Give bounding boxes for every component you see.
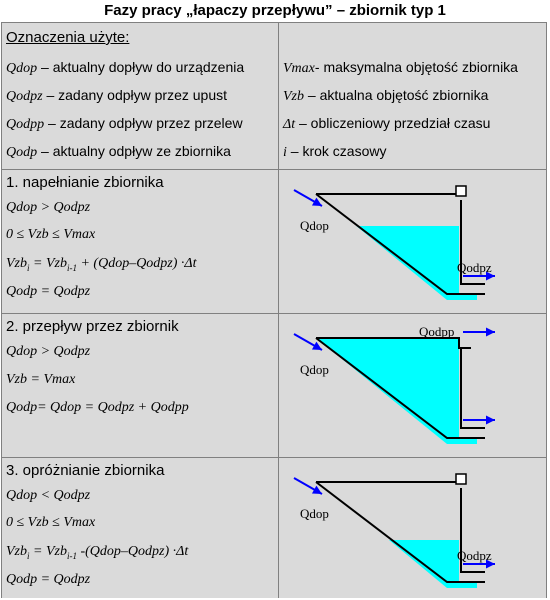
legend-text: – aktualny odpływ ze zbiornika <box>41 143 231 159</box>
phases-table <box>1 22 547 598</box>
phase-emptying <box>2 458 546 598</box>
legend-symbol: Qodpz <box>6 89 43 104</box>
formula: 0 ≤ Vzb ≤ Vmax <box>6 515 96 530</box>
phase-title: 1. napełnianie zbiornika <box>6 174 164 191</box>
formula: Qodp = Qodpz <box>6 284 91 299</box>
inflow-label: Qdop <box>300 218 329 233</box>
legend-text: – aktualny dopływ do urządzenia <box>41 59 245 75</box>
tank-diagram-filling <box>280 170 546 313</box>
legend-text: – krok czasowy <box>290 143 387 159</box>
legend-text: – zadany odpływ przez upust <box>46 87 228 103</box>
legend-right-column <box>279 23 546 169</box>
formula-volume <box>6 544 188 561</box>
legend-symbol: Qodpp <box>6 117 45 132</box>
formula-index: i <box>27 262 30 273</box>
legend-symbol: Δt <box>283 117 296 132</box>
phase-text <box>2 170 279 313</box>
legend-item <box>283 87 488 105</box>
legend-item <box>283 115 490 133</box>
tank-slope-wall <box>316 482 485 582</box>
formula-index: i <box>27 550 30 561</box>
overflow-box <box>456 474 466 484</box>
formula: 0 ≤ Vzb ≤ Vmax <box>6 227 96 242</box>
formula: Qdop > Qodpz <box>6 344 91 359</box>
formula: Qdop < Qodpz <box>6 488 91 503</box>
page-title: Fazy pracy „łapaczy przepływu” – zbiornik typ 1 <box>104 2 446 19</box>
formula-part: Vzb <box>6 256 27 271</box>
formula-index: i-1 <box>66 550 77 561</box>
outflow-label: Qodpz <box>457 548 492 563</box>
legend-row <box>2 23 546 170</box>
formula-part: Vzb <box>6 544 27 559</box>
outflow-arrow-head <box>486 416 495 425</box>
formula-part: -(Qdop–Qodpz) ·Δt <box>76 544 189 559</box>
formula-index: i-1 <box>66 262 77 273</box>
outflow-label: Qodpz <box>457 260 492 275</box>
formula: Qodp= Qdop = Qodpz + Qodpp <box>6 400 189 415</box>
legend-text: – aktualna objętość zbiornika <box>307 87 489 103</box>
formula-part: = Vzb <box>29 544 67 559</box>
phase-flow-through <box>2 314 546 458</box>
legend-symbol: i <box>283 145 287 160</box>
phase-text <box>2 458 279 598</box>
legend-item <box>283 143 386 161</box>
formula: Qdop > Qodpz <box>6 200 91 215</box>
tank-diagram-emptying <box>280 458 546 598</box>
legend-text: – obliczeniowy przedział czasu <box>299 115 491 131</box>
legend-item <box>6 115 243 133</box>
formula: Vzb = Vmax <box>6 372 76 387</box>
legend-item <box>6 143 231 161</box>
overflow-box <box>456 186 466 196</box>
formula-part: + (Qdop–Qodpz) ·Δt <box>76 256 197 271</box>
formula: Qodp = Qodpz <box>6 572 91 587</box>
phase-title: 2. przepływ przez zbiornik <box>6 318 179 335</box>
legend-symbol: Qdop <box>6 61 38 76</box>
phase-text <box>2 314 279 457</box>
phase-title: 3. opróżnianie zbiornika <box>6 462 165 479</box>
legend-item <box>6 87 227 105</box>
legend-heading: Oznaczenia użyte: <box>6 29 130 46</box>
legend-item <box>283 59 518 77</box>
legend-text: – zadany odpływ przez przelew <box>48 115 243 131</box>
legend-text: - maksymalna objętość zbiornika <box>314 59 518 75</box>
tank-diagram-flow-through <box>280 314 546 457</box>
legend-symbol: Vmax <box>283 61 315 76</box>
inflow-label: Qdop <box>300 362 329 377</box>
formula-part: = Vzb <box>29 256 67 271</box>
inflow-label: Qdop <box>300 506 329 521</box>
legend-symbol: Qodp <box>6 145 38 160</box>
legend-item <box>6 59 244 77</box>
phase-filling <box>2 170 546 314</box>
formula-volume <box>6 256 197 273</box>
overflow-label: Qodpp <box>419 324 455 339</box>
tank-right-wall <box>461 348 485 428</box>
overflow-arrow-head <box>486 328 495 337</box>
legend-symbol: Vzb <box>283 89 304 104</box>
legend-left-column <box>2 23 279 169</box>
